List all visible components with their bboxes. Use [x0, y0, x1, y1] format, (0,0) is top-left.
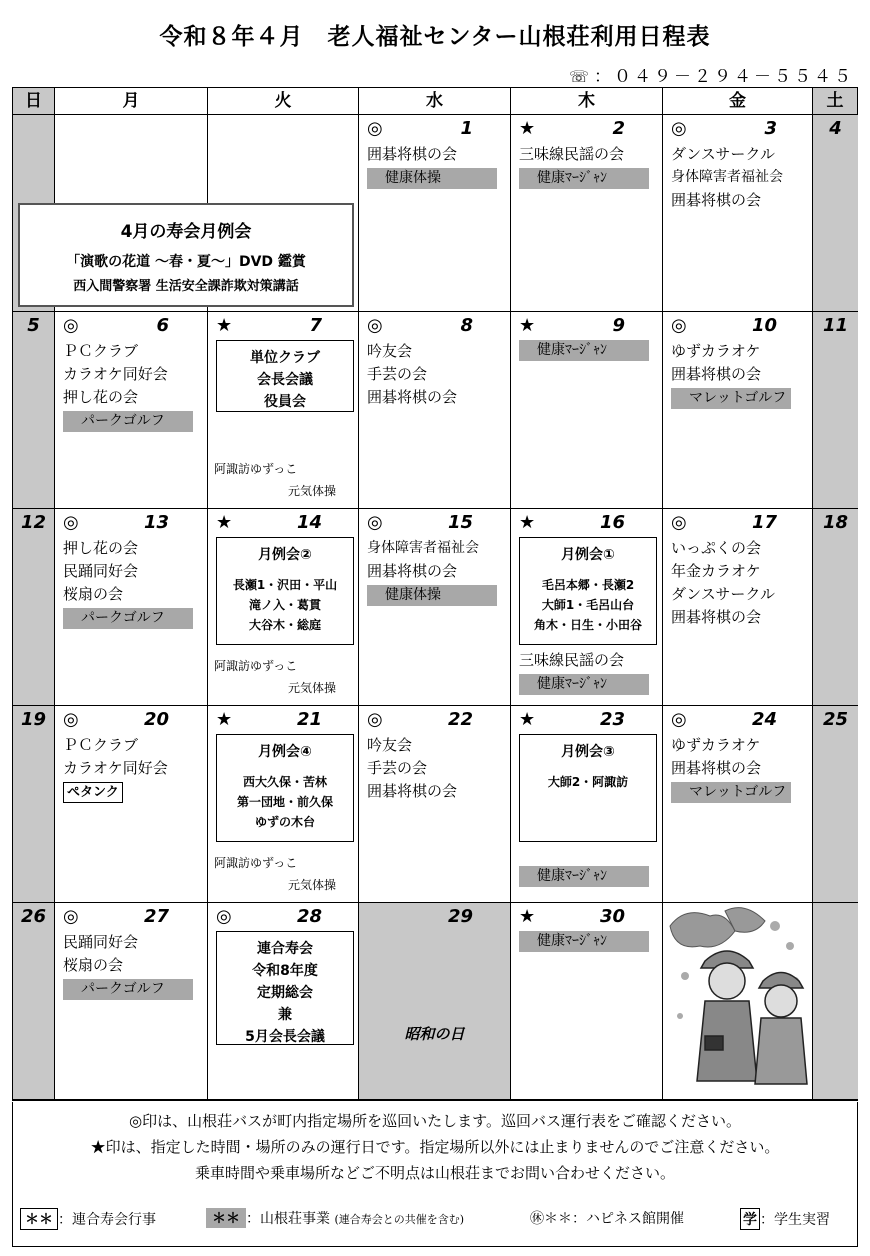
page-title: 令和８年４月 老人福祉センター山根荘利用日程表	[159, 23, 711, 50]
box-line: 滝ノ入・葛貫	[248, 598, 321, 612]
event-item: ダンスサークル	[671, 585, 775, 603]
event-item: 囲碁将棋の会	[367, 388, 458, 406]
day-cell-21	[208, 706, 359, 903]
box-title: 月例会③	[561, 744, 615, 760]
event-item: 囲碁将棋の会	[671, 608, 762, 626]
day-cell-19	[13, 706, 55, 903]
box-title: 月例会②	[258, 547, 312, 563]
star-mark: ★	[519, 709, 536, 730]
event-item: 民踊同好会	[63, 933, 139, 951]
day-cell-17	[663, 509, 813, 706]
facility-event-bar: 健康体操	[367, 585, 497, 606]
event-item: 三味線民謡の会	[519, 145, 625, 163]
facility-event-bar: マレットゴルフ	[671, 782, 791, 803]
day-cell-14	[208, 509, 359, 706]
day-number: 18	[822, 512, 849, 533]
box-line: 令和8年度	[252, 963, 318, 979]
day-number: 9	[612, 315, 625, 336]
event-item: 身体障害者福祉会	[671, 169, 783, 185]
box-line: 定期総会	[257, 985, 313, 1001]
circle-mark: ◎	[671, 315, 687, 336]
day-number: 7	[309, 315, 322, 336]
calendar-grid	[12, 87, 858, 1101]
box-line: 兼	[278, 1007, 292, 1023]
event-item: 桜扇の会	[63, 585, 124, 603]
day-number: 4	[829, 118, 842, 139]
event-item: カラオケ同好会	[63, 365, 168, 383]
box-line: 大谷木・総庭	[248, 618, 321, 632]
day-cell-1	[359, 115, 511, 312]
box-line: 大師1・毛呂山台	[541, 598, 635, 612]
star-mark: ★	[519, 315, 536, 336]
day-number: 20	[143, 709, 169, 730]
event-item: 手芸の会	[367, 759, 428, 777]
day-cell-6	[55, 312, 208, 509]
facility-event-bar: 健康ﾏｰｼﾞｬﾝ	[519, 340, 649, 361]
day-number: 3	[764, 118, 777, 139]
event-item: 吟友会	[367, 736, 413, 754]
weekday-header: 土	[813, 88, 858, 115]
box-line: 長瀬1・沢田・平山	[232, 578, 338, 592]
day-cell-3	[663, 115, 813, 312]
day-number: 26	[20, 906, 47, 927]
event-item: ダンスサークル	[671, 145, 775, 163]
legend-gray: ＊＊ ：山根荘事業 (連合寿会との共催を含む)	[206, 1208, 464, 1228]
kotobuki-line: 西入間警察署 生活安全課詐欺対策講話	[73, 279, 299, 294]
event-item: 囲碁将棋の会	[367, 782, 458, 800]
exercise-group: 阿諏訪ゆずっこ	[214, 659, 298, 673]
day-number: 16	[599, 512, 625, 533]
weekday-header: 水	[359, 88, 511, 115]
circle-mark: ◎	[367, 118, 383, 139]
facility-event-bar: 健康ﾏｰｼﾞｬﾝ	[519, 674, 649, 695]
day-cell-16	[511, 509, 663, 706]
club-event-box	[216, 734, 354, 842]
kotobuki-monthly-box	[18, 203, 354, 307]
day-number: 6	[156, 315, 169, 336]
kotobuki-title: 4月の寿会月例会	[120, 222, 252, 242]
star-mark: ★	[519, 906, 536, 927]
day-number: 10	[751, 315, 777, 336]
day-number: 22	[447, 709, 473, 730]
weekday-header: 日	[13, 88, 55, 115]
box-line: 5月会長会議	[245, 1029, 325, 1045]
exercise-label: 元気体操	[288, 484, 337, 498]
weekday-header: 火	[208, 88, 359, 115]
day-cell-30	[511, 903, 663, 1100]
day-cell-5	[13, 312, 55, 509]
day-cell-22	[359, 706, 511, 903]
event-item: ゆずカラオケ	[671, 342, 761, 360]
empty-cell	[813, 903, 858, 1100]
day-cell-13	[55, 509, 208, 706]
day-cell-2	[511, 115, 663, 312]
day-number: 11	[822, 315, 849, 336]
event-item: 身体障害者福祉会	[367, 540, 479, 556]
day-number: 2	[612, 118, 625, 139]
day-number: 1	[460, 118, 473, 139]
exercise-label: 元気体操	[288, 878, 337, 892]
weekday-header: 月	[55, 88, 208, 115]
note-line: 乗車時間や乗車場所などご不明点は山根荘までお問い合わせください。	[194, 1164, 675, 1182]
star-mark: ★	[216, 315, 233, 336]
day-number: 12	[20, 512, 47, 533]
facility-event-bar: パークゴルフ	[63, 979, 193, 1000]
day-cell-4	[813, 115, 858, 312]
event-item: 囲碁将棋の会	[671, 191, 762, 209]
circle-mark: ◎	[671, 709, 687, 730]
event-item: カラオケ同好会	[63, 759, 168, 777]
circle-mark: ◎	[671, 118, 687, 139]
day-cell-28	[208, 903, 359, 1100]
day-cell-26	[13, 903, 55, 1100]
day-cell-27	[55, 903, 208, 1100]
day-cell-15	[359, 509, 511, 706]
day-number: 25	[822, 709, 849, 730]
star-mark: ★	[519, 118, 536, 139]
box-line: 連合寿会	[257, 941, 313, 957]
day-cell-10	[663, 312, 813, 509]
event-item: 囲碁将棋の会	[367, 562, 458, 580]
box-line: 役員会	[264, 394, 306, 410]
circle-mark: ◎	[63, 512, 79, 533]
telephone-icon: ☏	[568, 67, 592, 86]
day-number: 14	[296, 512, 322, 533]
elderly-couple-illustration	[665, 906, 811, 1096]
holiday-label: 昭和の日	[404, 1025, 465, 1043]
facility-event-bar: マレットゴルフ	[671, 388, 791, 409]
event-item: 囲碁将棋の会	[367, 145, 458, 163]
petanque-tag: ペタンク	[63, 782, 123, 803]
note-line: ◎印は、山根荘バスが町内指定場所を巡回いたします。巡回バス運行表をご確認ください。	[129, 1112, 741, 1130]
circle-mark: ◎	[367, 512, 383, 533]
event-item: 囲碁将棋の会	[671, 759, 762, 777]
facility-event-bar: 健康ﾏｰｼﾞｬﾝ	[519, 931, 649, 952]
club-event-box	[216, 931, 354, 1045]
exercise-label: 元気体操	[288, 681, 337, 695]
facility-event-bar: 健康ﾏｰｼﾞｬﾝ	[519, 866, 649, 887]
day-cell-23	[511, 706, 663, 903]
day-number: 13	[143, 512, 169, 533]
event-item: ＰＣクラブ	[63, 736, 139, 754]
event-item: 民踊同好会	[63, 562, 139, 580]
day-number: 28	[296, 906, 322, 927]
club-event-box	[519, 537, 657, 645]
event-item: いっぷくの会	[671, 539, 762, 557]
event-item: 押し花の会	[63, 539, 139, 557]
box-line: 単位クラブ	[250, 350, 320, 366]
event-item: 手芸の会	[367, 365, 428, 383]
star-mark: ★	[519, 512, 536, 533]
day-cell-7	[208, 312, 359, 509]
day-cell-11	[813, 312, 858, 509]
circle-mark: ◎	[63, 315, 79, 336]
circle-mark: ◎	[216, 906, 232, 927]
event-item: ＰＣクラブ	[63, 342, 139, 360]
day-cell-18	[813, 509, 858, 706]
box-line: 角木・日生・小田谷	[533, 618, 642, 632]
circle-mark: ◎	[671, 512, 687, 533]
day-number: 5	[27, 315, 40, 336]
facility-event-bar: パークゴルフ	[63, 411, 193, 432]
day-number: 24	[751, 709, 777, 730]
day-cell-8	[359, 312, 511, 509]
box-line: 大師2・阿諏訪	[547, 775, 629, 789]
event-item: 年金カラオケ	[671, 562, 761, 580]
day-number: 30	[599, 906, 625, 927]
box-line: 会長会議	[257, 372, 313, 388]
circle-mark: ◎	[63, 709, 79, 730]
day-cell-24	[663, 706, 813, 903]
day-number: 8	[460, 315, 473, 336]
note-line: ★印は、指定した時間・場所のみの運行日です。指定場所以外には止まりませんのでご注意ください。	[90, 1138, 780, 1156]
day-number: 29	[447, 906, 473, 927]
club-event-box	[216, 340, 354, 412]
phone-number: ☏ ：０４９－２９４－５５４５	[568, 67, 854, 87]
event-item: 桜扇の会	[63, 956, 124, 974]
circle-mark: ◎	[63, 906, 79, 927]
box-line: ゆずの木台	[254, 815, 315, 829]
day-number: 17	[751, 512, 777, 533]
club-event-box	[216, 537, 354, 645]
event-item: 吟友会	[367, 342, 413, 360]
day-number: 21	[296, 709, 322, 730]
weekday-header: 金	[663, 88, 813, 115]
facility-event-bar: 健康ﾏｰｼﾞｬﾝ	[519, 168, 649, 189]
weekday-header: 木	[511, 88, 663, 115]
legend-student: 学 ：学生実習	[740, 1208, 830, 1230]
box-line: 第一団地・前久保	[236, 795, 333, 809]
circle-mark: ◎	[367, 315, 383, 336]
day-cell-20	[55, 706, 208, 903]
day-number: 15	[447, 512, 473, 533]
box-title: 月例会①	[561, 547, 615, 563]
day-cell-29	[359, 903, 511, 1100]
box-line: 西大久保・苦林	[242, 775, 327, 789]
day-cell-12	[13, 509, 55, 706]
star-mark: ★	[216, 709, 233, 730]
day-cell-25	[813, 706, 858, 903]
event-item: 囲碁将棋の会	[671, 365, 762, 383]
box-line: 毛呂本郷・長瀬2	[541, 578, 635, 592]
event-item: 押し花の会	[63, 388, 139, 406]
day-number: 19	[20, 709, 47, 730]
legend-hapiness: ㊡＊＊：ハピネス館開催	[530, 1211, 684, 1227]
exercise-group: 阿諏訪ゆずっこ	[214, 462, 298, 476]
day-number: 27	[143, 906, 169, 927]
legend-box: ＊＊ ：連合寿会行事	[20, 1208, 156, 1230]
facility-event-bar: 健康体操	[367, 168, 497, 189]
star-mark: ★	[216, 512, 233, 533]
event-item: ゆずカラオケ	[671, 736, 761, 754]
box-title: 月例会④	[258, 744, 312, 760]
club-event-box	[519, 734, 657, 842]
facility-event-bar: パークゴルフ	[63, 608, 193, 629]
exercise-group: 阿諏訪ゆずっこ	[214, 856, 298, 870]
event-item: 三味線民謡の会	[519, 651, 625, 669]
day-number: 23	[599, 709, 625, 730]
kotobuki-line: 「演歌の花道 ～春・夏～」DVD 鑑賞	[66, 254, 306, 270]
circle-mark: ◎	[367, 709, 383, 730]
day-cell-9	[511, 312, 663, 509]
